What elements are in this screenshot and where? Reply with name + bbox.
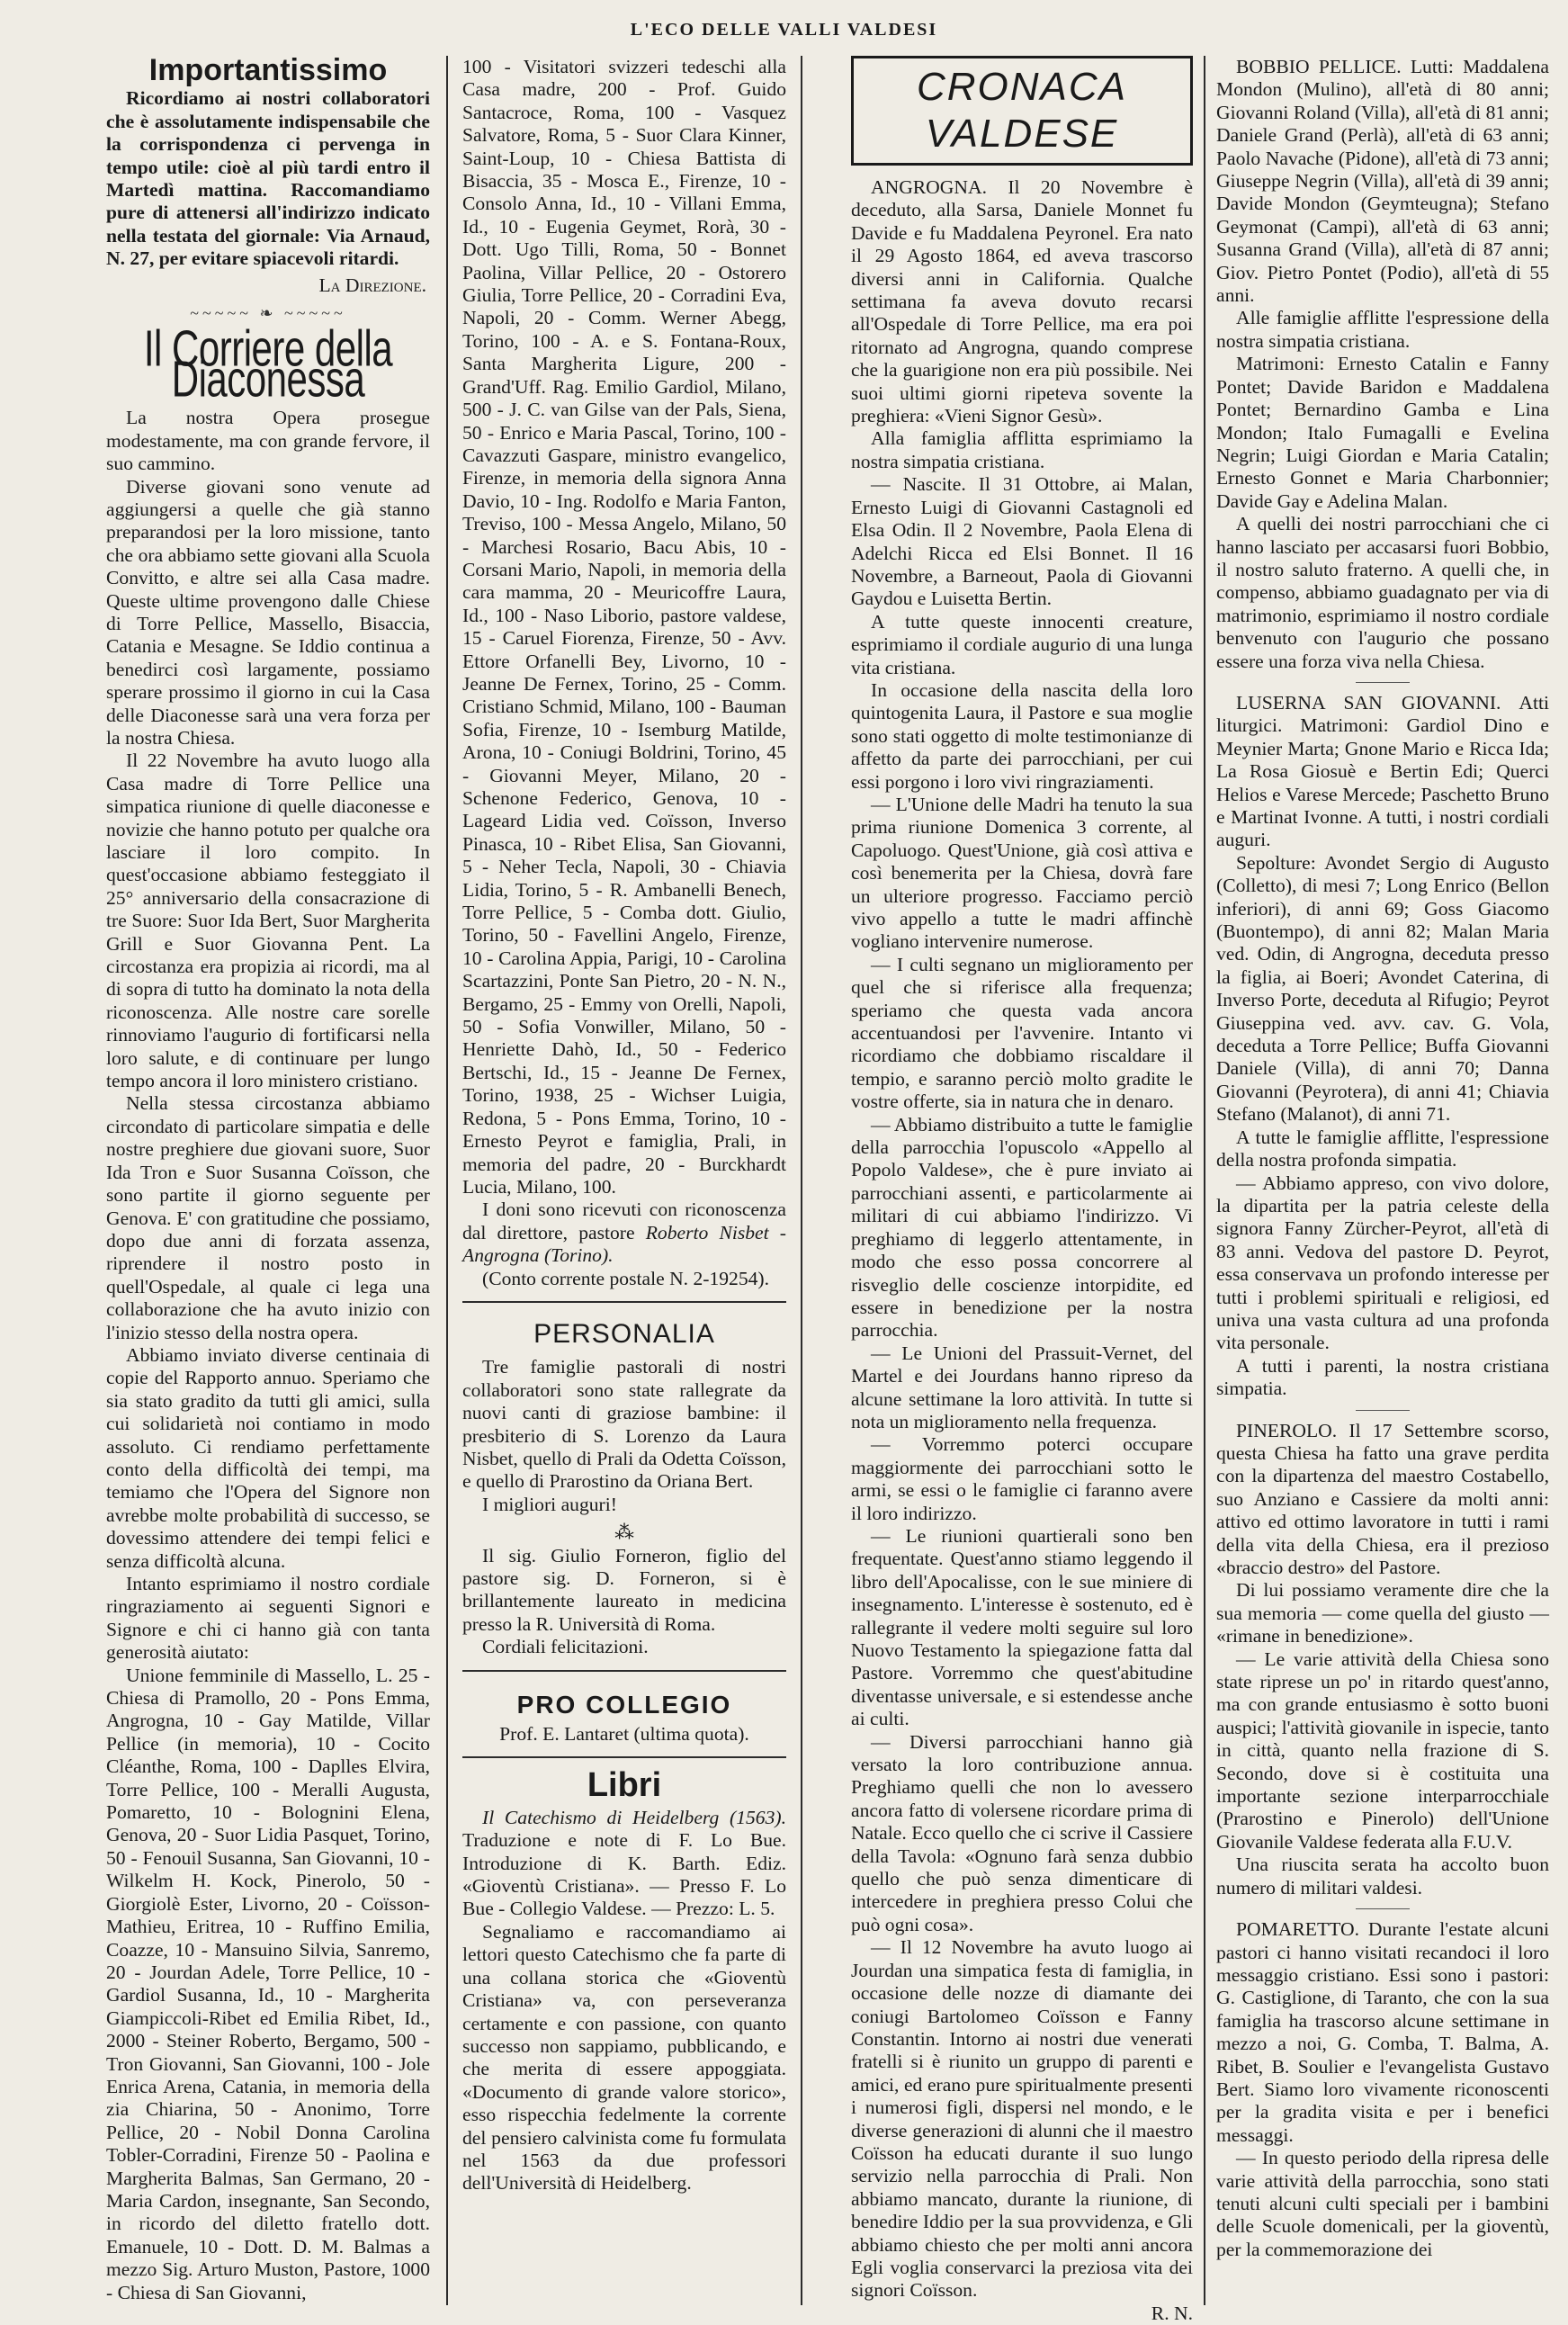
paragraph: — Le Unioni del Prassuit-Vernet, del Martel e dei Jourdans hanno ripreso da alcune settimane la loro attività. In tutte si nota un miglioramento nella frequenza. bbox=[851, 1342, 1193, 1432]
column-rule bbox=[446, 56, 448, 2305]
column-3 bbox=[851, 56, 1193, 2324]
paragraph: — Abbiamo appreso, con vivo dolore, la dipartita per la patria celeste della signora Fanny Zürcher-Peyrot, all'età di 83 anni. Vedova del pastore D. Peyrot, essa conservava un profondo interesse per tutti i problemi spirituali e religiosi, ed univa una vasta cultura ad una profonda vita personale. bbox=[1216, 1171, 1549, 1354]
paragraph: Sepolture: Avondet Sergio di Augusto (Colletto), di mesi 7; Long Enrico (Bellon inferiori), di anni 69; Goss Giacomo (Buontempo), di anni 82; Malan Maria ved. Odin, di Angrogna, deceduta presso la figlia, ai Boeri; Avondet Caterina, di Inverso Porte, deceduta al Rifugio; Peyrot Giuseppina ved. avv. cav. G. Vola, deceduta a Torre Pellice; Buffa Giovanni Daniele (Villa), di anni 70; Danna Giovanni (Peyrotera), di anni 41; Chiavia Stefano (Malanot), di anni 71. bbox=[1216, 851, 1549, 1126]
paragraph: — Abbiamo distribuito a tutte le famiglie della parrocchia l'opuscolo «Appello al Popolo Valdese», che è pure inviato ai parrocchiani assenti, e particolarmente ai militari di cui abbiamo l'indirizzo. Vi preghiamo di leggerlo attentamente, in modo che esso possa concorrere al risveglio delle coscienze intorpidite, ed essere in benedizione per la nostra parrocchia. bbox=[851, 1113, 1193, 1342]
paragraph: In occasione della nascita della loro quintogenita Laura, il Pastore e sua moglie sono stati oggetto di molte testimonianze di affetto da parte dei parrocchiani, per cui essi porgono i loro vivi ringraziamenti. bbox=[851, 678, 1193, 793]
column-4 bbox=[1216, 56, 1549, 2310]
paragraph: Abbiamo inviato diverse centinaia di copie del Rapporto annuo. Speriamo che sia stato gradito da tutti gli amici, sulla cui solidarietà noi contiamo in modo assoluto. Ci rendiamo perfettamente conto della difficoltà dei tempi, ma temiamo che l'Opera del Signore non avrebbe molte probabilità di successo, se dovessimo attendere dei tempi felici e senza difficoltà alcuna. bbox=[106, 1343, 430, 1572]
notice-text: Ricordiamo ai nostri collaboratori che è assolutamente indispensabile che la corrispondenza ci pervenga in tempo utile: cioè al più tardi entro il Martedì mattina. Raccomandiamo pure di attenersi all'indirizzo indicato nella testata del giornale: Via Arnaud, N. 27, per evitare spiacevoli ritardi. bbox=[106, 87, 430, 270]
personalia-title: PERSONALIA bbox=[533, 1318, 715, 1349]
asterism: ⁂ bbox=[614, 1522, 634, 1544]
cronaca-banner: CRONACA VALDESE bbox=[851, 56, 1193, 166]
paragraph: ANGROGNA. Il 20 Novembre è deceduto, alla Sarsa, Daniele Monnet fu Davide e fu Maddalena Peyronel. Era nato il 29 Agosto 1864, ed aveva trascorso diversi anni in California. Qualche settimana fa aveva dovuto recarsi all'Ospedale di Torre Pellice, ma era poi ritornato ad Angrogna, quando comprese che la guarigione non era più possibile. Nei suoi ultimi giorni ripeteva sovente la preghiera: «Vieni Signor Gesù». bbox=[851, 176, 1193, 427]
paragraph: Alle famiglie afflitte l'espressione della nostra simpatia cristiana. bbox=[1216, 307, 1549, 352]
paragraph: Alla famiglia afflitta esprimiamo la nostra simpatia cristiana. bbox=[851, 427, 1193, 472]
paragraph: — Vorremmo poterci occupare maggiormente dei parrocchiani sotto le armi, se essi o le famiglie ci faranno avere il loro indirizzo. bbox=[851, 1433, 1193, 1524]
paragraph: Il sig. Giulio Forneron, figlio del pastore sig. D. Forneron, si è brillantemente laureato in medicina presso la R. Università di Roma. bbox=[462, 1544, 786, 1635]
paragraph: A quelli dei nostri parrocchiani che ci hanno lasciato per accasarsi fuori Bobbio, il nostro saluto fraterno. A quelli che, in compenso, abbiamo guadagnato per via di matrimonio, esprimiamo il nostro cordiale benvenuto con l'augurio che possano essere una forza viva nella Chiesa. bbox=[1216, 513, 1549, 672]
donor-list-continued: 100 - Visitatori svizzeri tedeschi alla Casa madre, 200 - Prof. Guido Santacroce, Roma, 100 - Vasquez Salvatore, Roma, 5 - Suor Clara Kinner, Saint-Loup, 10 - Chiesa Battista di Bisaccia, 35 - Mosca E., Firenze, 10 - Consolo Anna, Id., 10 - Villani Emma, Id., 10 - Eugenia Geymet, Rorà, 30 - Dott. Ugo Tilli, Roma, 50 - Bonnet Paolina, Villar Pellice, 20 - Ostorero Giulia, Torre Pellice, 20 - Corradini Eva, Napoli, 20 - Comm. Werner Abegg, Torino, 100 - A. e S. Fontana-Roux, Santa Margherita Ligure, 200 - Grand'Uff. Rag. Emilio Gardiol, Milano, 500 - J. C. van Gilse van der Pals, Siena, 50 - Enrico e Maria Pascal, Torino, 100 - Cavazzuti Gaspare, ministro evangelico, Firenze, in memoria della signora Anna Davio, 10 - Ing. Rodolfo e Maria Fanton, Treviso, 100 - Messa Angelo, Milano, 50 - Marchesi Rosario, Bacu Abis, 10 - Corsani Mario, Napoli, in memoria della cara mamma, 20 - Meuricoffre Laura, Id., 100 - Naso Liborio, pastore valdese, 15 - Caruel Fiorenza, Firenze, 50 - Avv. Ettore Orfanelli Bey, Livorno, 10 - Jeanne De Fernex, Torino, 25 - Comm. Cristiano Schmid, Milano, 100 - Bauman Sofia, Firenze, 10 - Isemburg Matilde, Arona, 10 - Coniugi Boldrini, Torino, 45 - Giovanni Meyer, Milano, 20 - Schenone Federico, Genova, 10 - Lageard Lidia ved. Coïsson, Inverso Pinasca, 10 - Ribet Elisa, San Giovanni, 5 - Neher Tecla, Napoli, 30 - Chiavia Lidia, Torino, 5 - R. Ambanelli Benech, Torre Pellice, 5 - Comba dott. Giulio, Torino, 50 - Favellini Angelo, Firenze, 10 - Carolina Appia, Parigi, 10 - Carolina Scartazzini, Ponte San Pietro, 20 - N. N., Bergamo, 25 - Emmy von Orelli, Napoli, 50 - Sofia Vonwiller, Milano, 50 - Henriette Dahò, Id., 50 - Federico Bertschi, Id., 15 - Jeanne De Fernex, Torino, 1938, 25 - Wichser Luigia, Redona, 5 - Pons Emma, Torino, 10 - Ernesto Peyrot e famiglia, Prali, in memoria del padre, 20 - Burckhardt Lucia, Milano, 100. bbox=[462, 56, 786, 1198]
paragraph: La nostra Opera prosegue modestamente, ma con grande fervore, il suo cammino. bbox=[106, 407, 430, 475]
paragraph: — L'Unione delle Madri ha tenuto la sua prima riunione Domenica 3 corrente, al Capoluogo. Quest'Unione, già così attiva e così benemerita per la Chiesa, dovrà fare un ulteriore progresso. Facciamo perciò vivo appello a tutte le madri affinchè vogliano intervenire numerose. bbox=[851, 793, 1193, 953]
paragraph: A tutte le famiglie afflitte, l'espressione della nostra profonda simpatia. bbox=[1216, 1126, 1549, 1171]
divider bbox=[462, 1670, 786, 1672]
column-2 bbox=[462, 56, 786, 2310]
paragraph: — Diversi parrocchiani hanno già versato la loro contribuzione annua. Preghiamo quelli che non lo avessero ancora fatto di volersene ricordare prima di Natale. Ecco quello che ci scrive il Cassiere della Tavola: «Ognuno farà senza dubbio quello che può senza dimenticare di intercedere in preghiera presso Colui che può ogni cosa». bbox=[851, 1730, 1193, 1935]
paragraph: LUSERNA SAN GIOVANNI. Atti liturgici. Matrimoni: Gardiol Dino e Meynier Marta; Gnone Mario e Ricca Ida; La Rosa Giosuè e Bertin Edi; Querci Helios e Varese Mercede; Paschetto Bruno e Martinat Ivonne. A tutti, i nostri cordiali auguri. bbox=[1216, 691, 1549, 851]
divider bbox=[1356, 682, 1410, 683]
pro-collegio-text: Prof. E. Lantaret (ultima quota). bbox=[499, 1723, 749, 1746]
paragraph: — Le varie attività della Chiesa sono state riprese un po' in ritardo quest'anno, ma con grande entusiasmo è sotto buoni auspici; l'attività giovanile in ispecie, tanto in città, quanto nella frazione di S. Secondo, dove si è costituita una importante sezione interparrocchiale (Prarostino e Pinerolo) dell'Unione Giovanile Valdese federata alla F.U.V. bbox=[1216, 1647, 1549, 1853]
paragraph: Nella stessa circostanza abbiamo circondato di particolare simpatia e delle nostre preghiere due giovani suore, Suor Ida Tron e Suor Susanna Coïsson, che sono partite il giorno seguente per Genova. E' con gratitudine che possiamo, dopo due anni di forzata assenza, riprendere il nostro posto in quell'Ospedale, al quale ci lega una collaborazione che ha avuto inizio con l'inizio stesso della nostra opera. bbox=[106, 1092, 430, 1343]
column-1 bbox=[106, 53, 430, 2310]
paragraph: Di lui possiamo veramente dire che la sua memoria — come quella del giusto — «rimane in benedizione». bbox=[1216, 1579, 1549, 1647]
running-head: L'ECO DELLE VALLI VALDESI bbox=[630, 20, 938, 40]
paragraph: Matrimoni: Ernesto Catalin e Fanny Pontet; Davide Baridon e Maddalena Pontet; Bernardino Gamba e Lina Mondon; Italo Fumagalli e Evelina Negrin; Luigi Giordan e Maria Catalin; Ernesto Gonnet e Maria Charbonnier; Davide Gay e Adelina Malan. bbox=[1216, 353, 1549, 512]
paragraph: BOBBIO PELLICE. Lutti: Maddalena Mondon (Mulino), all'età di 80 anni; Giovanni Roland (Villa), all'età di 81 anni; Daniele Grand (Perlà), all'età di 63 anni; Paolo Navache (Pidone), all'età di 73 anni; Giuseppe Negrin (Villa), all'età di 39 anni; Davide Mondon (Geymteugna); Stefano Geymonat (Campi), all'età di 63 anni; Susanna Grand (Villa), all'età di 87 anni; Giov. Pietro Pontet (Podio), all'età di 55 anni. bbox=[1216, 56, 1549, 307]
divider bbox=[462, 1756, 786, 1758]
paragraph: A tutti i parenti, la nostra cristiana simpatia. bbox=[1216, 1354, 1549, 1400]
paragraph: — Le riunioni quartierali sono ben frequentate. Quest'anno stiamo leggendo il libro dell'Apocalisse, con le sue miniere di insegnamento. L'interesse è sostenuto, ed è rallegrante il vedere molti seguire sul loro Nuovo Testamento la spiegazione fatta dal Pastore. Vorremmo che quest'abitudine diventasse universale, e si estendesse anche ai culti. bbox=[851, 1524, 1193, 1730]
paragraph: — In questo periodo della ripresa delle varie attività della parrocchia, sono stati tenuti alcuni culti speciali per i bambini delle Scuole domenicali, per la gioventù, per la commemorazione dei bbox=[1216, 2147, 1549, 2260]
postal-account: (Conto corrente postale N. 2-19254). bbox=[482, 1267, 770, 1289]
paragraph: Cordiali felicitazioni. bbox=[482, 1636, 649, 1658]
donor-list: Unione femminile di Massello, L. 25 - Chiesa di Pramollo, 20 - Pons Emma, Angrogna, 10 - Gay Matilde, Villar Pellice (in memoria), 10 - Cocito Cléanthe, Roma, 100 - Daplles Elvira, Torre Pellice, 100 - Meralli Augusta, Pomaretto, 10 - Bolognini Elena, Genova, 20 - Suor Lidia Pasquet, Torino, 50 - Fenouil Susanna, San Giovanni, 10 - Wilkelm H. Kock, Pinerolo, 50 - Giorgiolè Ester, Livorno, 20 - Coïsson-Mathieu, Eritrea, 10 - Ruffino Emilia, Coazze, 10 - Mansuino Silvia, Sanremo, 20 - Jourdan Adele, Torre Pellice, 10 - Gardiol Susanna, Id., 10 - Margherita Giampiccoli-Ribet ed Emilia Ribet, Id., 2000 - Steiner Roberto, Bergamo, 500 - Tron Giovanni, San Giovanni, 100 - Jole Enrica Arena, Catania, in memoria della zia Chiarina, 50 - Anonimo, Torre Pellice, 20 - Nobil Donna Carolina Tobler-Corradini, Firenze 50 - Paolina e Margherita Balmas, San Germano, 20 - Maria Cardon, insegnante, San Secondo, in ricordo del diletto fratello dott. Emanuele, 10 - Dott. D. M. Balmas a mezzo Sig. Arturo Muston, Pastore, 1000 - Chiesa di San Giovanni, bbox=[106, 1664, 430, 2303]
divider bbox=[1356, 1908, 1410, 1909]
paragraph: — I culti segnano un miglioramento per quel che si riferisce alla frequenza; speriamo che questa vada ancora accentuandosi per l'avvenire. Intanto vi ricordiamo che dobbiamo riscaldare il tempio, e saranno perciò molto gradite le vostre offerte, sia in natura che in denaro. bbox=[851, 953, 1193, 1113]
ornament-divider: ~~~~~ ❧ ~~~~~ bbox=[190, 304, 346, 323]
paragraph: Intanto esprimiamo il nostro cordiale ringraziamento ai seguenti Signori e Signore e chi ci hanno già con tanta generosità aiutato: bbox=[106, 1573, 430, 1664]
section-title: Il Corriere della Diaconessa bbox=[143, 319, 393, 408]
paragraph: Il 22 Novembre ha avuto luogo alla Casa madre di Torre Pellice una simpatica riunione di quelle diaconesse e novizie che hanno potuto per qualche ora lasciare il loro compito. In quest'occasione abbiamo festeggiato il 25° anniversario della consacrazione di tre Suore: Suor Ida Bert, Suor Margherita Grill e Suor Giovanna Pent. La circostanza era propizia ai ricordi, ma al di sopra di tutto ha dominato la nota della riconoscenza. Alle nostre care sorelle rinnoviamo l'augurio di fortificarsi nella loro salute, e di continuare per lungo tempo ancora il loro ministero cristiano. bbox=[106, 750, 430, 1092]
paragraph: — Il 12 Novembre ha avuto luogo ai Jourdan una simpatica festa di famiglia, in occasione delle nozze di diamante dei coniugi Bartolomeo Coïsson e Fanny Constantin. Intorno ai nostri due venerati fratelli si è riunito un gruppo di parenti e amici, ed erano pure spiritualmente presenti i numerosi figli, dispersi nel mondo, e le diverse generazioni di alunni che il maestro Coïsson ha educati durante il suo lungo servizio nella parrocchia di Prali. Non abbiamo mancato, durante la riunione, di benedire Iddio per la sua provvidenza, e Gli abbiamo chiesto che per molti anni ancora Egli voglia conservarci la preziosa vita dei signori Coïsson. bbox=[851, 1936, 1193, 2302]
libri-title: Libri bbox=[587, 1766, 662, 1805]
notice-signature: La Direzione. bbox=[318, 274, 426, 296]
paragraph: Tre famiglie pastorali di nostri collaboratori sono state rallegrate da nuovi canti di graziose bambine: il presbiterio di S. Lorenzo da Laura Nisbet, quello di Prali da Odetta Coïsson, e quello di Prarostino da Oriana Bert. bbox=[462, 1356, 786, 1493]
paragraph: Diverse giovani sono venute ad aggiungersi a quelle che già stanno preparandosi per la loro missione, tanto che ora abbiamo sette giovani alla Scuola Convitto, e altre sei alla Casa madre. Queste ultime provengono dalle Chiese di Torre Pellice, Massello, Bisaccia, Catania e Mesagne. Se Iddio continua a benedirci così largamente, possiamo sperare prossimo il giorno in cui la Casa delle Diaconesse sarà una vera forza per la nostra Chiesa. bbox=[106, 475, 430, 749]
paragraph: Una riuscita serata ha accolto buon numero di militari valdesi. bbox=[1216, 1854, 1549, 1899]
paragraph: Segnaliamo e raccomandiamo ai lettori questo Catechismo che fa parte di una collana storica che «Gioventù Cristiana» va, con perseveranza certamente e con passione, con quanto successo non sappiamo, pubblicando, e che merita di essere appoggiata. «Documento di grande valore storico», esso rispecchia fedelmente la corrente del pensiero calvinista come fu formulata nel 1563 da due professori dell'Università di Heidelberg. bbox=[462, 1920, 786, 2195]
divider bbox=[1356, 1410, 1410, 1411]
column-rule bbox=[801, 56, 802, 2305]
column-rule bbox=[1204, 56, 1205, 2305]
receipt-note: I doni sono ricevuti con riconoscenza dal direttore, pastore Roberto Nisbet - Angrogna (Torino). bbox=[462, 1198, 786, 1267]
paragraph: I migliori auguri! bbox=[482, 1493, 617, 1515]
paragraph: PINEROLO. Il 17 Settembre scorso, questa Chiesa ha fatto una grave perdita con la dipartenza del maestro Costabello, suo Anziano e Cassiere da molti anni: attivo ed ottimo lavoratore in tutti i rami della vita della Chiesa, era il prezioso «braccio destro» del Pastore. bbox=[1216, 1419, 1549, 1578]
notice-title: Importantissimo bbox=[148, 53, 388, 87]
pro-collegio-title: PRO COLLEGIO bbox=[516, 1690, 732, 1719]
paragraph: POMARETTO. Durante l'estate alcuni pastori ci hanno visitati recandoci il loro messaggio cristiano. Essi sono i pastori: G. Castiglione, di Taranto, che con la sua famiglia ha trascorso alcune settimane in mezzo a noi, G. Comba, T. Balma, A. Ribet, B. Soulier e l'evangelista Gustavo Bert. Siamo loro vivamente riconoscenti per la gradita visita e per i benefici messaggi. bbox=[1216, 1918, 1549, 2146]
paragraph: — Nascite. Il 31 Ottobre, ai Malan, Ernesto Luigi di Giovanni Castagnoli ed Elsa Odin. Il 2 Novembre, Paola Elena di Adelchi Ricca ed Elsi Bonnet. Il 16 Novembre, a Barneout, Paola di Giovanni Gaydou e Luisetta Bertin. bbox=[851, 473, 1193, 610]
signature: R. N. bbox=[1151, 2302, 1193, 2324]
paragraph: A tutte queste innocenti creature, esprimiamo il cordiale augurio di una lunga vita cristiana. bbox=[851, 610, 1193, 678]
divider bbox=[462, 1301, 786, 1303]
book-reference: Il Catechismo di Heidelberg (1563). Traduzione e note di F. Lo Bue. Introduzione di K. Barth. Ediz. «Gioventù Cristiana». — Presso F. Lo Bue - Collegio Valdese. — Prezzo: L. 5. bbox=[462, 1806, 786, 1920]
